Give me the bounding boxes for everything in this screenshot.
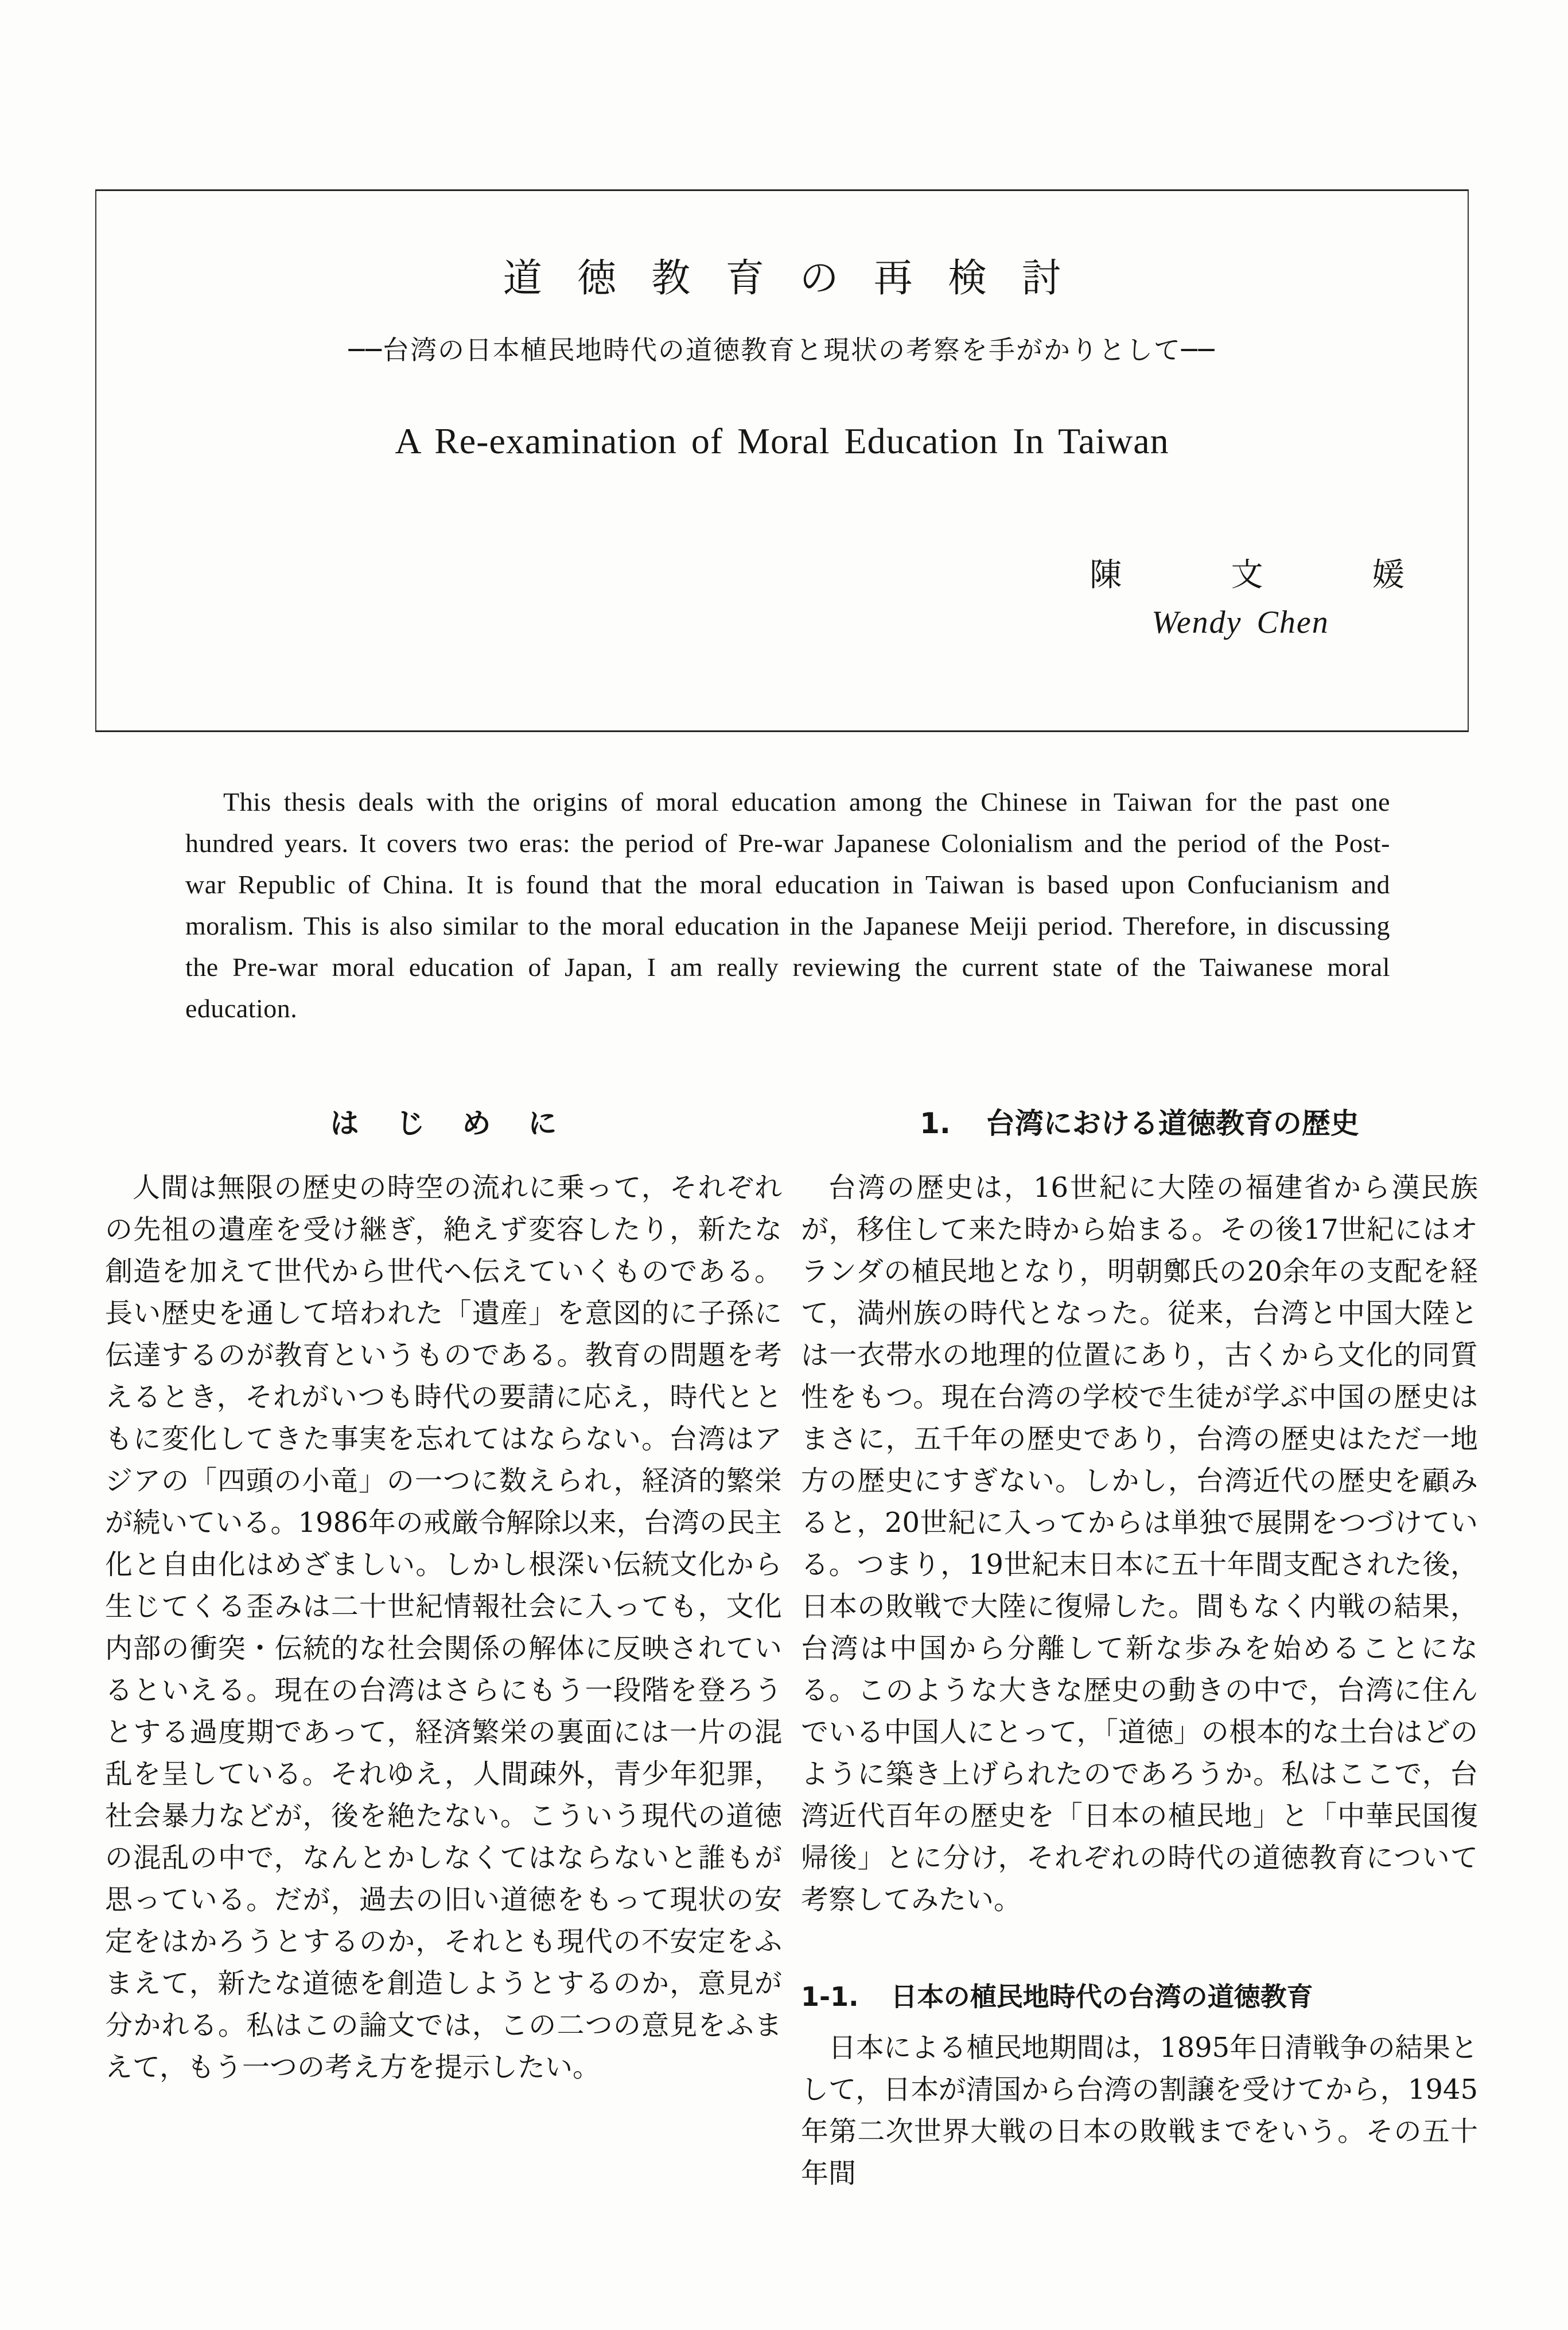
section1-1-number: 1-1. [801, 1981, 859, 2012]
section1-heading [801, 1100, 1478, 1146]
author-block [1051, 556, 1444, 642]
author-name-japanese: 陳 文 媛 [1090, 557, 1444, 594]
article-title-japanese: 道徳教育の再検討 [503, 256, 1096, 301]
intro-paragraph: 人間は無限の歴史の時空の流れに乗って，それぞれの先祖の遺産を受け継ぎ，絶えず変容したり，新たな創造を加えて世代から世代へ伝えていくものである。長い歴史を通して培われた「遺産」を意図的に子孫に伝達するのが教育というものである。教育の問題を考えるとき，それがいつも時代の要請に応え，時代とともに変化してきた事実を忘れてはならない。台湾はアジアの「四頭の小竜」の一つに数えられ，経済的繁栄が続いている。1986年の戒厳令解除以来，台湾の民主化と自由化はめざましい。しかし根深い伝統文化から生じてくる歪みは二十世紀情報社会に入っても，文化内部の衝突・伝統的な社会関係の解体に反映されているといえる。現在の台湾はさらにもう一段階を登ろうとする過度期であって，経済繁栄の裏面には一片の混乱を呈している。それゆえ，人間疎外，青少年犯罪，社会暴力などが，後を絶たない。こういう現代の道徳の混乱の中で，なんとかしなくてはならないと誰もが思っている。だが，過去の旧い道徳をもって現状の安定をはかろうとするのか，それとも現代の不安定をふまえて，新たな道徳を創造しようとするのか，意見が分かれる。私はこの論文では，この二つの意見をふまえて，もう一つの考え方を提示したい。 [105, 1172, 782, 2083]
section1-1-title: 日本の植民地時代の台湾の道徳教育 [890, 1981, 1313, 2012]
title-box [95, 189, 1469, 732]
author-name-english: Wendy Chen [1151, 605, 1329, 641]
right-column [801, 1100, 1478, 2195]
section1-number: 1. [920, 1107, 951, 1140]
section1-1-heading [801, 1976, 1478, 2018]
section1-paragraph: 台湾の歴史は，16世紀に大陸の福建省から漢民族が，移住して来た時から始まる。その後17世紀にはオランダの植民地となり，明朝鄭氏の20余年の支配を経て，満州族の時代となった。従来，台湾と中国大陸とは一衣帯水の地理的位置にあり，古くから文化的同質性をもつ。現在台湾の学校で生徒が学ぶ中国の歴史はまさに，五千年の歴史であり，台湾の歴史はただ一地方の歴史にすぎない。しかし，台湾近代の歴史を顧みると，20世紀に入ってからは単独で展開をつづけている。つまり，19世紀末日本に五十年間支配された後，日本の敗戦で大陸に復帰した。間もなく内戦の結果，台湾は中国から分離して新な歩みを始めることになる。このような大きな歴史の動きの中で，台湾に住んでいる中国人にとって，「道徳」の根本的な土台はどのように築き上げられたのであろうか。私はここで，台湾近代百年の歴史を「日本の植民地」と「中華民国復帰後」とに分け，それぞれの時代の道徳教育について考察してみたい。 [801, 1172, 1478, 1916]
intro-heading: はじめに [330, 1107, 594, 1140]
section1-title: 台湾における道徳教育の歴史 [986, 1107, 1359, 1140]
left-column [105, 1100, 782, 2088]
section1-1-paragraph: 日本による植民地期間は，1895年日清戦争の結果として，日本が清国から台湾の割譲を受けてから，1945年第二次世界大戦の日本の敗戦までをいう。その五十年間 [801, 2032, 1478, 2189]
article-subtitle-japanese: ──台湾の日本植民地時代の道徳教育と現状の考察を手がかりとして── [348, 334, 1216, 365]
article-title-english: A Re-examination of Moral Education In Taiwan [395, 421, 1169, 461]
abstract-paragraph: This thesis deals with the origins of moral education among the Chinese in Taiwan for the past one hundred years. It covers two eras: the period of Pre-war Japanese Colonialism and the period of the Post-war Republic of China. It is found that the moral education in Taiwan is based upon Confucianism and moralism. This is also similar to the moral education in the Japanese Meiji period. Therefore, in discussing the Pre-war moral education of Japan, I am really reviewing the current state of the Taiwanese moral education. [185, 787, 1390, 1023]
